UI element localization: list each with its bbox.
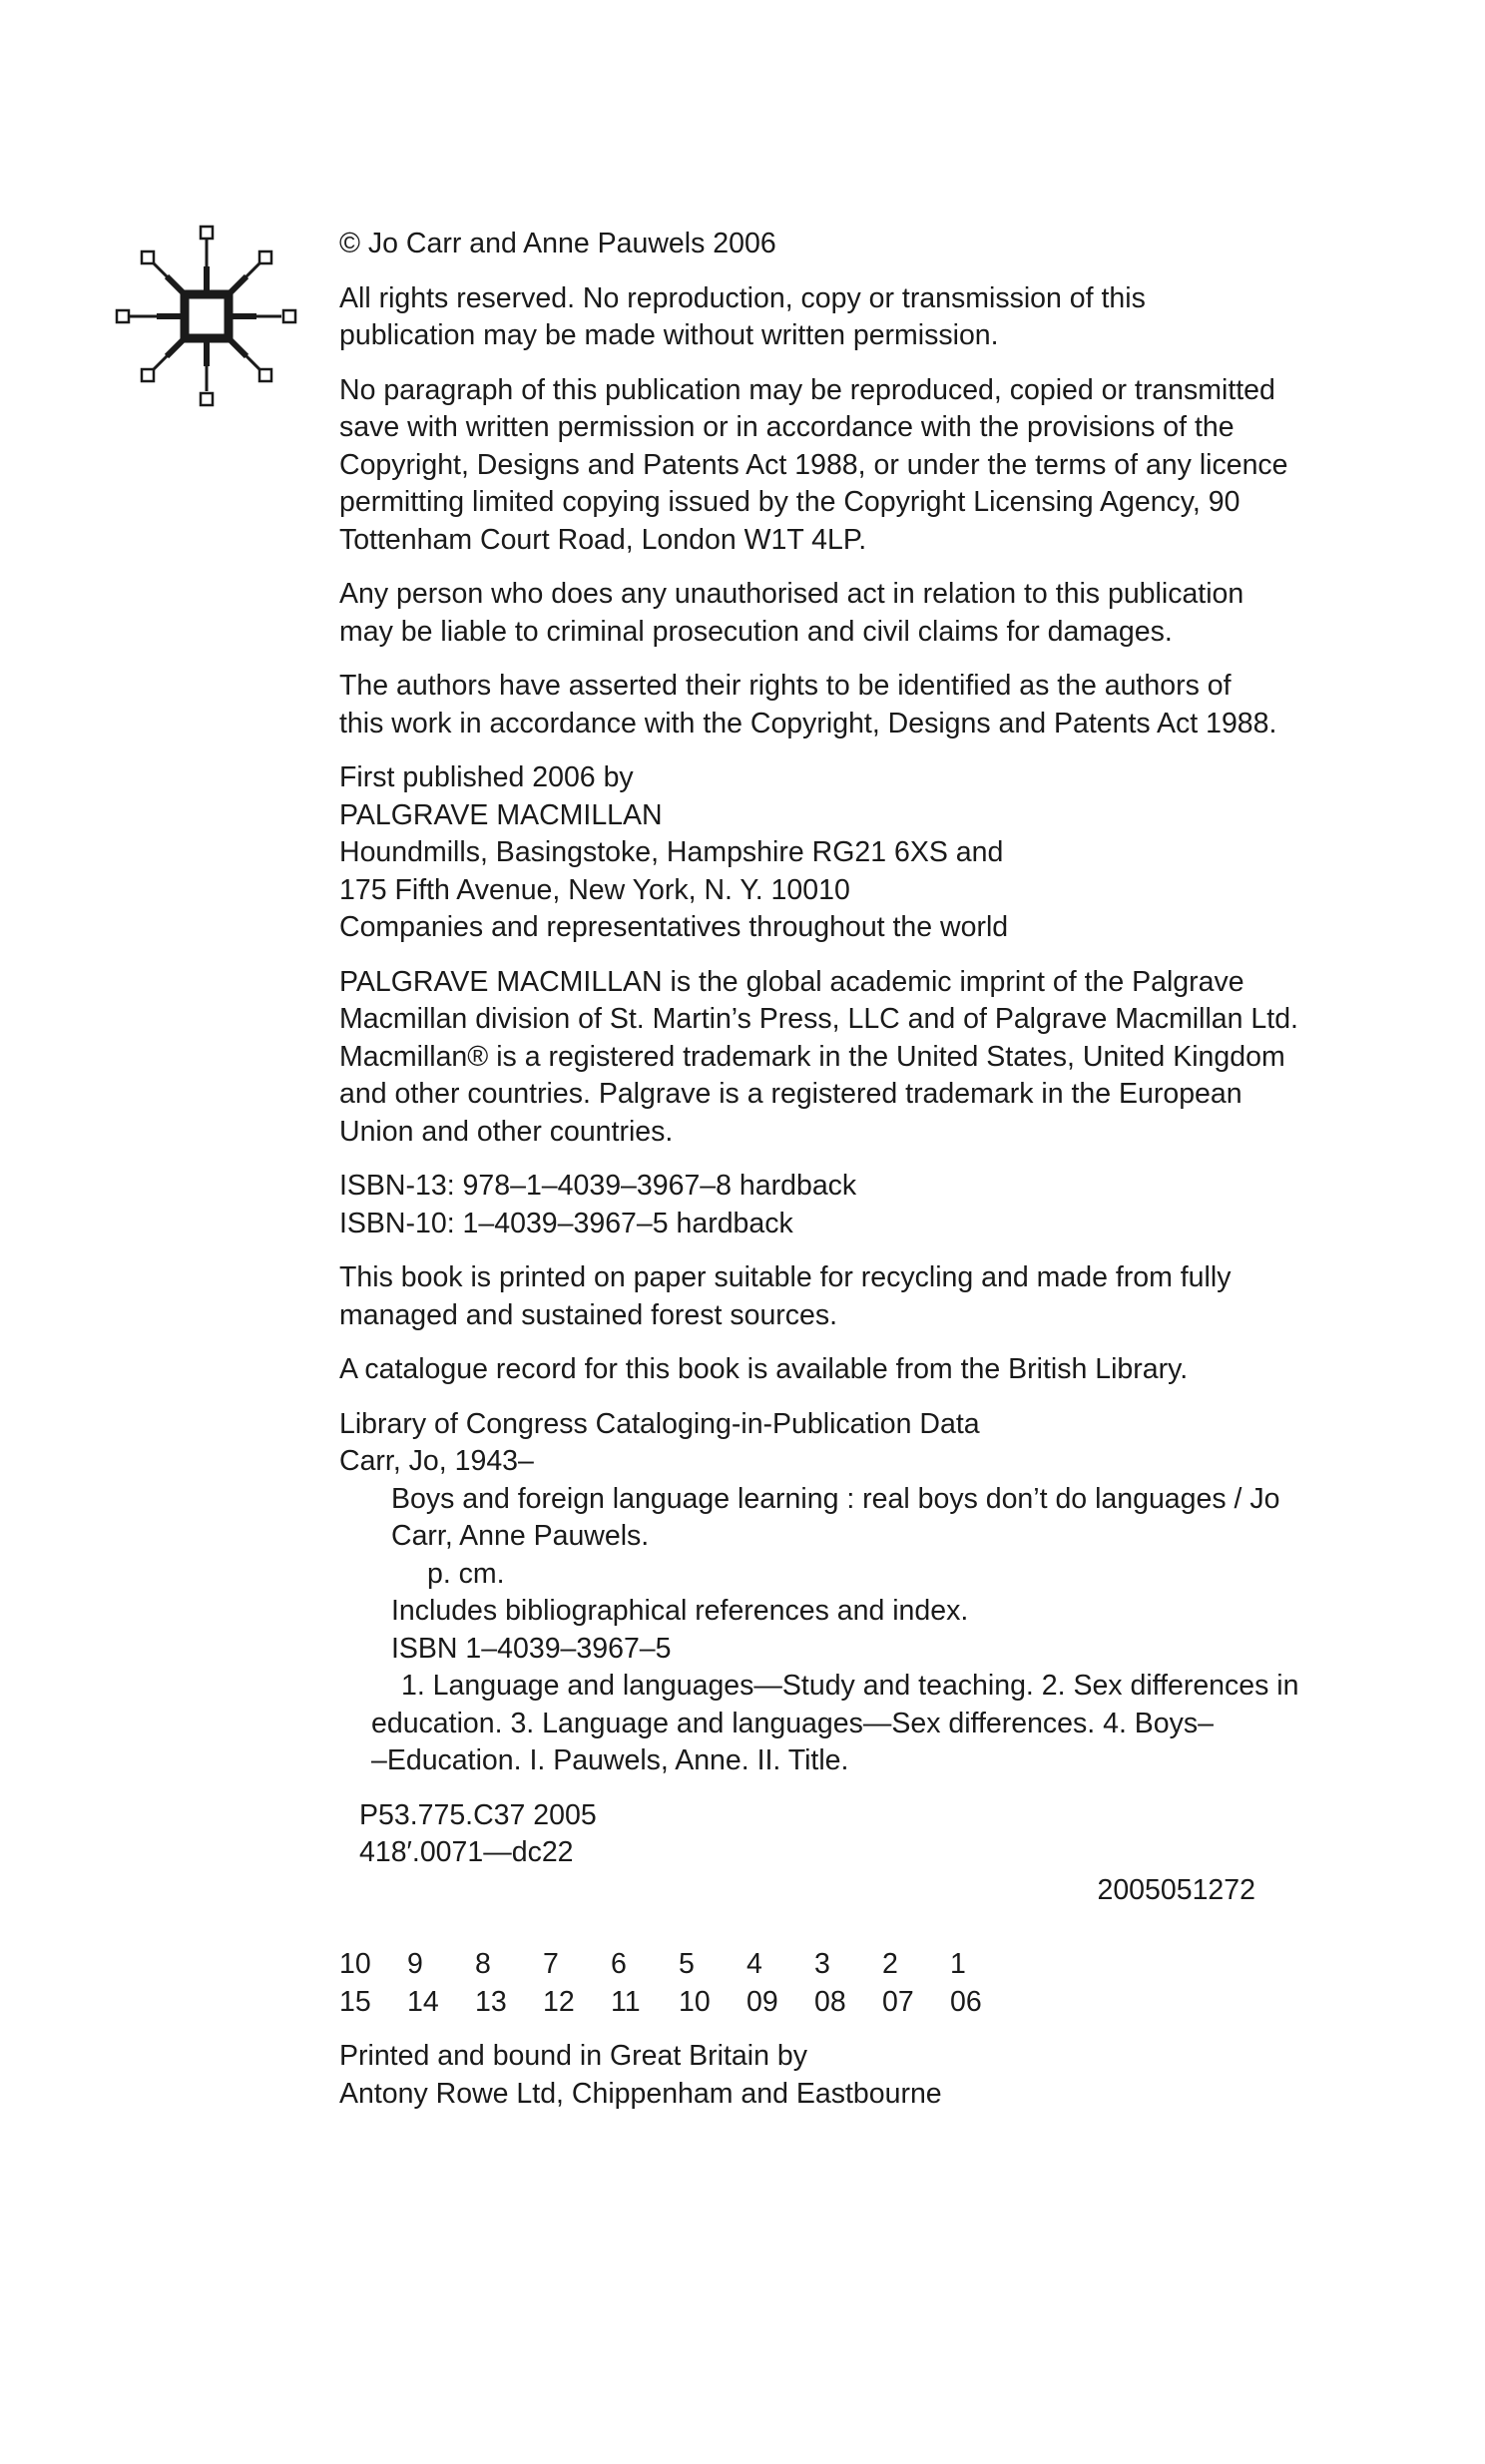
copyright-page-text	[339, 226, 1377, 2130]
print-number: 4	[746, 1948, 762, 1980]
year-number: 06	[950, 1985, 982, 2018]
text-line: PALGRAVE MACMILLAN	[339, 798, 663, 831]
print-number: 6	[611, 1948, 627, 1980]
cip-subject-line: –Education. I. Pauwels, Anne. II. Title.	[371, 1744, 849, 1776]
print-number: 2	[882, 1948, 898, 1980]
text-line: Printed and bound in Great Britain by	[339, 2040, 807, 2072]
text-line: this work in accordance with the Copyright, Designs and Patents Act 1988.	[339, 707, 1277, 739]
publisher-logo-icon	[112, 222, 301, 411]
cip-class: P53.775.C37 2005	[359, 1798, 597, 1831]
printer-info	[339, 2038, 1377, 2113]
printing-numbers	[339, 1946, 1377, 2021]
text-line: Macmillan® is a registered trademark in the United States, United Kingdom	[339, 1040, 1285, 1073]
text-line: The authors have asserted their rights to be identified as the authors of	[339, 670, 1232, 702]
rights-statement	[339, 280, 1377, 355]
year-number: 12	[543, 1985, 575, 2018]
print-number: 7	[543, 1948, 559, 1980]
cip-title-line: Carr, Anne Pauwels.	[391, 1520, 650, 1552]
year-number: 08	[814, 1985, 846, 2018]
cip-subjects	[339, 1668, 1377, 1780]
cip-subject-line: 1. Language and languages—Study and teaching. 2. Sex differences in	[401, 1670, 1299, 1702]
cip-title-line: Boys and foreign language learning : real boys don’t do languages / Jo	[391, 1482, 1280, 1515]
text-line: Companies and representatives throughout the world	[339, 911, 1009, 943]
text-line: save with written permission or in accordance with the provisions of the	[339, 411, 1235, 443]
print-number: 9	[407, 1948, 423, 1980]
print-number: 10	[339, 1948, 371, 1980]
year-number: 07	[882, 1985, 914, 2018]
text-line: Copyright, Designs and Patents Act 1988, or under the terms of any licence	[339, 448, 1288, 481]
text-line: Houndmills, Basingstoke, Hampshire RG21 6XS and	[339, 836, 1004, 868]
cip-pcm: p. cm.	[427, 1557, 505, 1590]
cip-subject-line: education. 3. Language and languages—Sex differences. 4. Boys–	[371, 1707, 1215, 1739]
text-line: This book is printed on paper suitable for recycling and made from fully	[339, 1261, 1232, 1293]
text-line: permitting limited copying issued by the Copyright Licensing Agency, 90	[339, 486, 1240, 518]
print-number: 5	[679, 1948, 695, 1980]
year-number: 11	[611, 1985, 641, 2018]
authors-rights-statement	[339, 668, 1377, 742]
year-number: 15	[339, 1985, 371, 2018]
text-line: publication may be made without written permission.	[339, 319, 999, 351]
text-line: All rights reserved. No reproduction, copy or transmission of this	[339, 281, 1146, 314]
isbn-13: ISBN-13: 978–1–4039–3967–8 hardback	[339, 1170, 857, 1202]
year-number: 09	[746, 1985, 778, 2018]
year-number: 10	[679, 1985, 711, 2018]
reproduction-statement	[339, 372, 1377, 560]
text-line: may be liable to criminal prosecution and civil claims for damages.	[339, 615, 1173, 648]
text-line: Tottenham Court Road, London W1T 4LP.	[339, 523, 867, 556]
text-line: Any person who does any unauthorised act in relation to this publication	[339, 578, 1244, 610]
copyright-line: © Jo Carr and Anne Pauwels 2006	[339, 228, 776, 259]
cip-isbn: ISBN 1–4039–3967–5	[391, 1632, 672, 1665]
text-line: Union and other countries.	[339, 1115, 674, 1148]
text-line: PALGRAVE MACMILLAN is the global academic imprint of the Palgrave	[339, 965, 1244, 998]
text-line: 175 Fifth Avenue, New York, N. Y. 10010	[339, 873, 850, 906]
classification	[339, 1797, 1377, 1910]
print-number-row	[339, 1946, 1018, 1984]
cip-author: Carr, Jo, 1943–	[339, 1445, 534, 1477]
paper-statement	[339, 1259, 1377, 1334]
print-number: 8	[475, 1948, 491, 1980]
cip-includes: Includes bibliographical references and index.	[391, 1595, 969, 1627]
cip-heading: Library of Congress Cataloging-in-Publication Data	[339, 1407, 980, 1440]
liability-statement	[339, 576, 1377, 651]
print-number: 3	[814, 1948, 830, 1980]
cip-data	[339, 1406, 1377, 1780]
text-line: A catalogue record for this book is available from the British Library.	[339, 1353, 1189, 1385]
isbn-10: ISBN-10: 1–4039–3967–5 hardback	[339, 1207, 793, 1239]
text-line: and other countries. Palgrave is a registered trademark in the European	[339, 1078, 1242, 1110]
text-line: Antony Rowe Ltd, Chippenham and Eastbourne	[339, 2077, 942, 2110]
copyright-notice	[339, 226, 1377, 263]
text-line: managed and sustained forest sources.	[339, 1298, 838, 1331]
year-number: 13	[475, 1985, 507, 2018]
year-number: 14	[407, 1985, 439, 2018]
imprint-statement	[339, 964, 1377, 1152]
publisher-info	[339, 759, 1377, 947]
year-number-row	[339, 1984, 1018, 2022]
cip-lccn: 2005051272	[1097, 1873, 1255, 1906]
catalogue-statement	[339, 1351, 1377, 1389]
isbn-block	[339, 1168, 1377, 1242]
text-line: No paragraph of this publication may be reproduced, copied or transmitted	[339, 373, 1275, 406]
cip-dewey: 418′.0071—dc22	[359, 1836, 574, 1868]
text-line: First published 2006 by	[339, 761, 634, 793]
text-line: Macmillan division of St. Martin’s Press, LLC and of Palgrave Macmillan Ltd.	[339, 1003, 1298, 1035]
print-number: 1	[950, 1948, 966, 1980]
